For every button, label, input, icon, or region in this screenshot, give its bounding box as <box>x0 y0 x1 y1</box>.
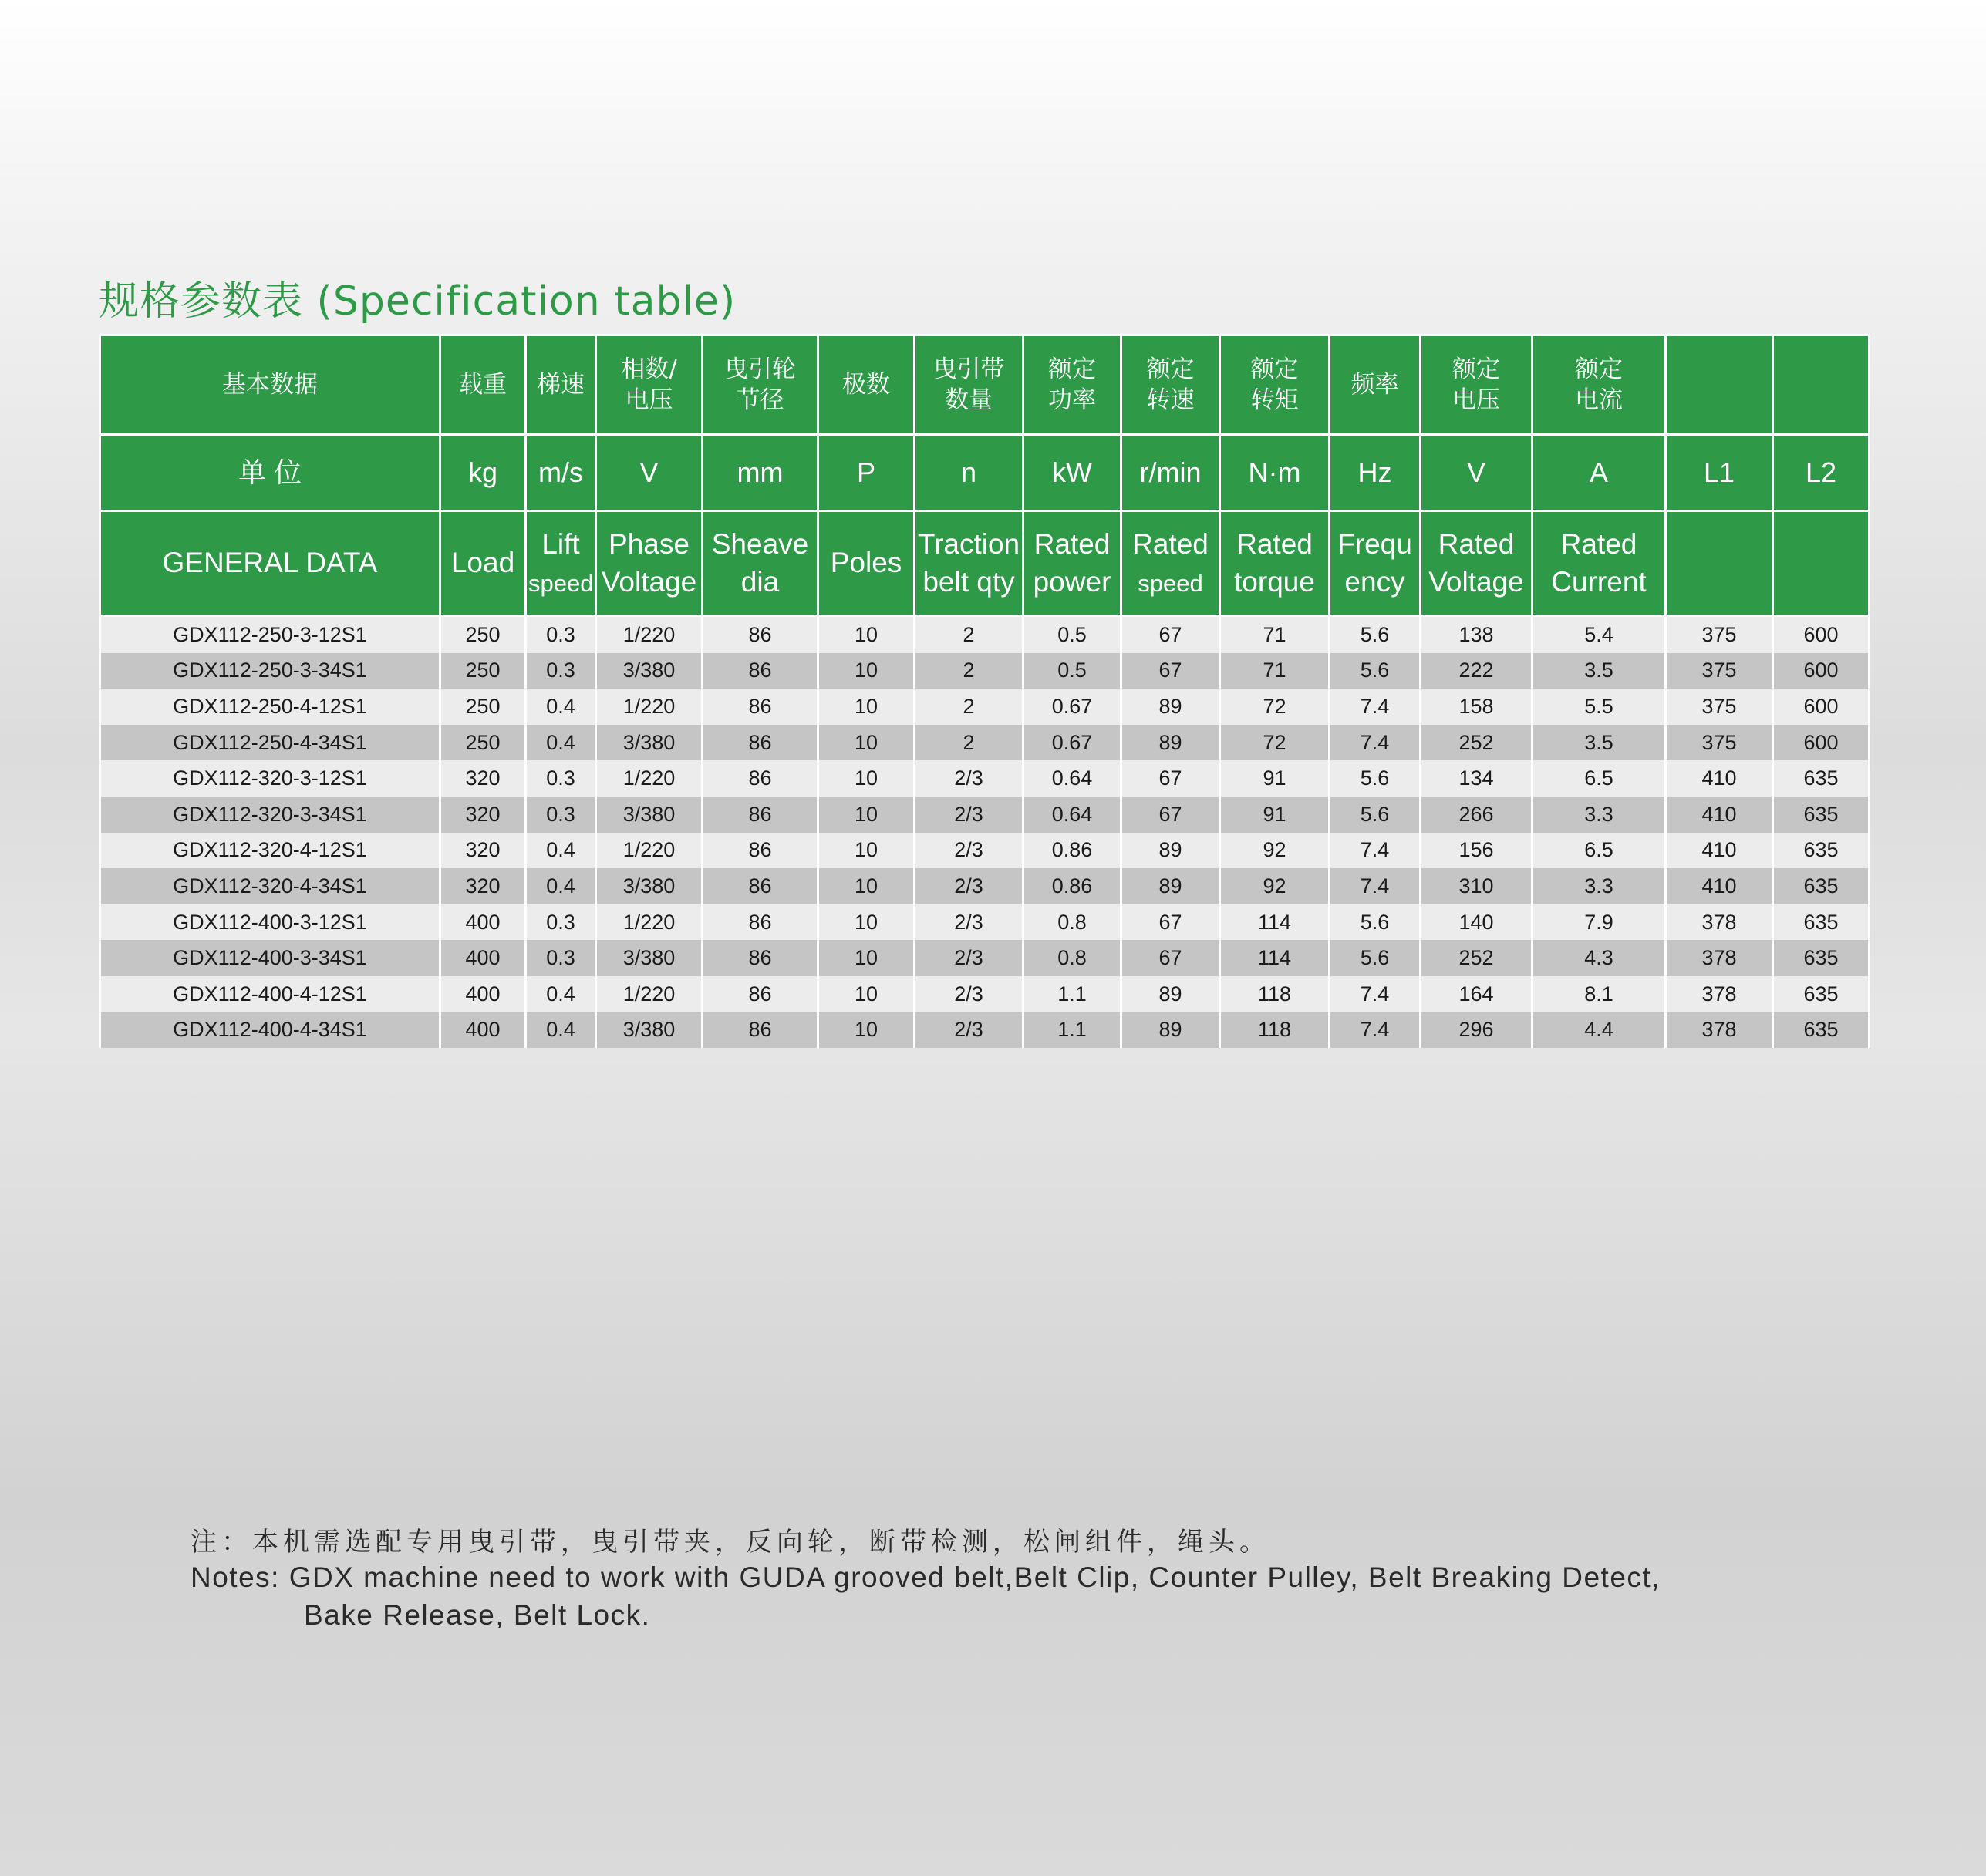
table-cell: 0.64 <box>1023 797 1121 833</box>
table-cell: 600 <box>1773 653 1870 689</box>
header-cn-cell: 基本数据 <box>100 335 440 435</box>
table-cell: 600 <box>1773 725 1870 761</box>
header-unit-cell: n <box>915 435 1023 511</box>
table-cell: 400 <box>440 940 526 976</box>
table-cell: 2/3 <box>915 868 1023 904</box>
table-cell: 89 <box>1121 976 1220 1012</box>
table-cell: 86 <box>703 904 818 941</box>
table-cell: 89 <box>1121 689 1220 725</box>
header-en-cell: Load <box>440 511 526 616</box>
table-cell: 2 <box>915 689 1023 725</box>
table-cell: 0.3 <box>526 797 596 833</box>
header-en-cell: Rated Voltage <box>1421 511 1532 616</box>
table-cell: 635 <box>1773 940 1870 976</box>
table-cell: 320 <box>440 797 526 833</box>
header-unit-cell: N·m <box>1220 435 1330 511</box>
table-cell: 635 <box>1773 760 1870 797</box>
table-cell: 0.3 <box>526 760 596 797</box>
table-cell: 86 <box>703 616 818 653</box>
model-cell: GDX112-320-3-12S1 <box>100 760 440 797</box>
table-cell: 89 <box>1121 868 1220 904</box>
table-cell: 0.67 <box>1023 689 1121 725</box>
table-row <box>100 868 1870 904</box>
table-cell: 250 <box>440 725 526 761</box>
table-cell: 7.4 <box>1330 689 1421 725</box>
table-cell: 252 <box>1421 940 1532 976</box>
header-unit-cell: Hz <box>1330 435 1421 511</box>
header-cn-cell <box>1773 335 1870 435</box>
header-en-cell: Sheave dia <box>703 511 818 616</box>
table-cell: 635 <box>1773 1012 1870 1049</box>
header-cn-cell: 极数 <box>818 335 915 435</box>
table-cell: 140 <box>1421 904 1532 941</box>
table-cell: 86 <box>703 725 818 761</box>
table-cell: 2/3 <box>915 797 1023 833</box>
table-cell: 72 <box>1220 689 1330 725</box>
table-cell: 10 <box>818 904 915 941</box>
table-cell: 0.4 <box>526 976 596 1012</box>
table-cell: 7.4 <box>1330 1012 1421 1049</box>
table-cell: 5.6 <box>1330 904 1421 941</box>
table-cell: 3.5 <box>1532 725 1666 761</box>
table-cell: 1/220 <box>596 760 703 797</box>
table-cell: 5.6 <box>1330 797 1421 833</box>
table-cell: 89 <box>1121 725 1220 761</box>
table-cell: 91 <box>1220 760 1330 797</box>
table-cell: 1/220 <box>596 904 703 941</box>
header-row-unit <box>100 435 1870 511</box>
model-cell: GDX112-400-3-34S1 <box>100 940 440 976</box>
table-cell: 67 <box>1121 904 1220 941</box>
table-cell: 3.5 <box>1532 653 1666 689</box>
table-row <box>100 904 1870 941</box>
table-cell: 0.5 <box>1023 616 1121 653</box>
table-cell: 86 <box>703 833 818 869</box>
table-cell: 1/220 <box>596 616 703 653</box>
table-cell: 2/3 <box>915 833 1023 869</box>
table-cell: 86 <box>703 1012 818 1049</box>
header-en-cell: Rated power <box>1023 511 1121 616</box>
header-en-cell: Rated speed <box>1121 511 1220 616</box>
table-cell: 10 <box>818 653 915 689</box>
table-cell: 310 <box>1421 868 1532 904</box>
table-cell: 0.4 <box>526 868 596 904</box>
table-cell: 0.5 <box>1023 653 1121 689</box>
table-cell: 3/380 <box>596 1012 703 1049</box>
table-cell: 3/380 <box>596 868 703 904</box>
header-cn-cell: 载重 <box>440 335 526 435</box>
table-cell: 5.6 <box>1330 940 1421 976</box>
table-cell: 410 <box>1666 797 1773 833</box>
table-cell: 10 <box>818 616 915 653</box>
table-cell: 71 <box>1220 653 1330 689</box>
table-cell: 1/220 <box>596 689 703 725</box>
table-row <box>100 653 1870 689</box>
header-en-cell <box>1666 511 1773 616</box>
table-cell: 600 <box>1773 616 1870 653</box>
header-row-cn <box>100 335 1870 435</box>
header-en-cell: GENERAL DATA <box>100 511 440 616</box>
table-row <box>100 976 1870 1012</box>
model-cell: GDX112-250-4-12S1 <box>100 689 440 725</box>
table-cell: 118 <box>1220 976 1330 1012</box>
header-cn-cell: 曳引轮 节径 <box>703 335 818 435</box>
table-cell: 320 <box>440 760 526 797</box>
header-unit-cell: L2 <box>1773 435 1870 511</box>
table-cell: 67 <box>1121 760 1220 797</box>
table-cell: 3/380 <box>596 653 703 689</box>
table-cell: 134 <box>1421 760 1532 797</box>
table-cell: 4.4 <box>1532 1012 1666 1049</box>
header-cn-cell: 梯速 <box>526 335 596 435</box>
table-cell: 67 <box>1121 940 1220 976</box>
header-cn-cell: 额定 电压 <box>1421 335 1532 435</box>
header-cn-cell: 额定 转速 <box>1121 335 1220 435</box>
table-cell: 635 <box>1773 833 1870 869</box>
table-cell: 114 <box>1220 904 1330 941</box>
table-cell: 118 <box>1220 1012 1330 1049</box>
table-row <box>100 1012 1870 1049</box>
table-cell: 0.8 <box>1023 904 1121 941</box>
table-cell: 67 <box>1121 616 1220 653</box>
header-cn-cell <box>1666 335 1773 435</box>
table-cell: 0.4 <box>526 689 596 725</box>
table-cell: 10 <box>818 976 915 1012</box>
table-cell: 400 <box>440 976 526 1012</box>
table-cell: 3.3 <box>1532 868 1666 904</box>
table-cell: 86 <box>703 976 818 1012</box>
table-cell: 5.6 <box>1330 616 1421 653</box>
table-cell: 7.4 <box>1330 833 1421 869</box>
note-chinese: 注：本机需选配专用曳引带，曳引带夹，反向轮，断带检测，松闸组件，绳头。 <box>191 1527 1270 1558</box>
table-cell: 7.4 <box>1330 976 1421 1012</box>
header-unit-cell: 单 位 <box>100 435 440 511</box>
header-cn-cell: 额定 转矩 <box>1220 335 1330 435</box>
table-cell: 10 <box>818 760 915 797</box>
header-en-cell: Lift speed <box>526 511 596 616</box>
table-cell: 0.3 <box>526 940 596 976</box>
table-cell: 0.4 <box>526 1012 596 1049</box>
model-cell: GDX112-250-3-12S1 <box>100 616 440 653</box>
table-cell: 8.1 <box>1532 976 1666 1012</box>
table-cell: 375 <box>1666 616 1773 653</box>
model-cell: GDX112-320-3-34S1 <box>100 797 440 833</box>
model-cell: GDX112-400-4-34S1 <box>100 1012 440 1049</box>
header-unit-cell: V <box>596 435 703 511</box>
table-cell: 72 <box>1220 725 1330 761</box>
table-cell: 378 <box>1666 904 1773 941</box>
note-english-line2: Bake Release, Belt Lock. <box>304 1599 651 1631</box>
table-cell: 5.4 <box>1532 616 1666 653</box>
table-cell: 222 <box>1421 653 1532 689</box>
table-cell: 320 <box>440 868 526 904</box>
note-english-line1: Notes: GDX machine need to work with GUDA grooved belt,Belt Clip, Counter Pulley, Belt Breaking Detect, <box>191 1561 1661 1593</box>
table-cell: 5.6 <box>1330 760 1421 797</box>
table-cell: 400 <box>440 1012 526 1049</box>
table-cell: 2/3 <box>915 976 1023 1012</box>
table-cell: 10 <box>818 833 915 869</box>
table-cell: 2 <box>915 616 1023 653</box>
table-cell: 2/3 <box>915 760 1023 797</box>
table-cell: 0.67 <box>1023 725 1121 761</box>
table-cell: 2 <box>915 653 1023 689</box>
table-cell: 4.3 <box>1532 940 1666 976</box>
table-cell: 10 <box>818 725 915 761</box>
table-cell: 86 <box>703 760 818 797</box>
table-cell: 3/380 <box>596 725 703 761</box>
table-row <box>100 616 1870 653</box>
header-en-cell <box>1773 511 1870 616</box>
header-en-cell: Phase Voltage <box>596 511 703 616</box>
header-en-cell: Frequ ency <box>1330 511 1421 616</box>
table-cell: 400 <box>440 904 526 941</box>
table-cell: 7.4 <box>1330 725 1421 761</box>
table-cell: 3/380 <box>596 797 703 833</box>
header-unit-cell: kW <box>1023 435 1121 511</box>
table-body <box>100 616 1870 1049</box>
table-cell: 156 <box>1421 833 1532 869</box>
table-cell: 67 <box>1121 653 1220 689</box>
header-unit-cell: m/s <box>526 435 596 511</box>
table-cell: 320 <box>440 833 526 869</box>
table-cell: 635 <box>1773 904 1870 941</box>
table-cell: 92 <box>1220 833 1330 869</box>
table-cell: 7.4 <box>1330 868 1421 904</box>
header-cn-cell: 曳引带 数量 <box>915 335 1023 435</box>
header-cn-cell: 频率 <box>1330 335 1421 435</box>
header-en-cell: Rated Current <box>1532 511 1666 616</box>
table-cell: 71 <box>1220 616 1330 653</box>
table-cell: 378 <box>1666 976 1773 1012</box>
table-cell: 138 <box>1421 616 1532 653</box>
table-cell: 3.3 <box>1532 797 1666 833</box>
table-cell: 1/220 <box>596 976 703 1012</box>
table-row <box>100 940 1870 976</box>
table-cell: 0.86 <box>1023 868 1121 904</box>
table-cell: 410 <box>1666 833 1773 869</box>
table-cell: 0.4 <box>526 833 596 869</box>
table-cell: 89 <box>1121 1012 1220 1049</box>
table-cell: 375 <box>1666 653 1773 689</box>
header-cn-cell: 相数/ 电压 <box>596 335 703 435</box>
table-row <box>100 689 1870 725</box>
table-cell: 296 <box>1421 1012 1532 1049</box>
table-row <box>100 797 1870 833</box>
table-cell: 378 <box>1666 1012 1773 1049</box>
table-cell: 252 <box>1421 725 1532 761</box>
table-cell: 92 <box>1220 868 1330 904</box>
table-cell: 10 <box>818 1012 915 1049</box>
model-cell: GDX112-250-4-34S1 <box>100 725 440 761</box>
table-cell: 114 <box>1220 940 1330 976</box>
table-cell: 6.5 <box>1532 760 1666 797</box>
header-unit-cell: r/min <box>1121 435 1220 511</box>
model-cell: GDX112-400-4-12S1 <box>100 976 440 1012</box>
table-cell: 0.86 <box>1023 833 1121 869</box>
table-cell: 0.64 <box>1023 760 1121 797</box>
table-row <box>100 760 1870 797</box>
table-cell: 2/3 <box>915 904 1023 941</box>
table-cell: 67 <box>1121 797 1220 833</box>
header-en-cell: Poles <box>818 511 915 616</box>
table-row <box>100 833 1870 869</box>
table-cell: 410 <box>1666 760 1773 797</box>
table-cell: 6.5 <box>1532 833 1666 869</box>
header-en-cell: Rated torque <box>1220 511 1330 616</box>
table-cell: 7.9 <box>1532 904 1666 941</box>
table-cell: 250 <box>440 689 526 725</box>
table-cell: 375 <box>1666 689 1773 725</box>
table-cell: 250 <box>440 653 526 689</box>
table-cell: 378 <box>1666 940 1773 976</box>
table-cell: 375 <box>1666 725 1773 761</box>
table-cell: 410 <box>1666 868 1773 904</box>
table-cell: 250 <box>440 616 526 653</box>
table-cell: 10 <box>818 797 915 833</box>
table-cell: 1/220 <box>596 833 703 869</box>
header-unit-cell: V <box>1421 435 1532 511</box>
table-cell: 5.6 <box>1330 653 1421 689</box>
table-cell: 0.3 <box>526 904 596 941</box>
table-cell: 86 <box>703 689 818 725</box>
table-row <box>100 725 1870 761</box>
table-cell: 2 <box>915 725 1023 761</box>
header-en-cell: Traction belt qty <box>915 511 1023 616</box>
header-unit-cell: kg <box>440 435 526 511</box>
table-cell: 0.3 <box>526 616 596 653</box>
spec-table <box>99 334 1870 1048</box>
model-cell: GDX112-320-4-34S1 <box>100 868 440 904</box>
header-row-en <box>100 511 1870 616</box>
table-cell: 5.5 <box>1532 689 1666 725</box>
table-cell: 10 <box>818 689 915 725</box>
table-cell: 86 <box>703 868 818 904</box>
table-cell: 10 <box>818 940 915 976</box>
model-cell: GDX112-400-3-12S1 <box>100 904 440 941</box>
table-cell: 635 <box>1773 868 1870 904</box>
table-cell: 635 <box>1773 976 1870 1012</box>
table-cell: 266 <box>1421 797 1532 833</box>
page-title: 规格参数表 (Specification table) <box>99 278 737 325</box>
model-cell: GDX112-250-3-34S1 <box>100 653 440 689</box>
table-cell: 1.1 <box>1023 976 1121 1012</box>
header-cn-cell: 额定 功率 <box>1023 335 1121 435</box>
header-unit-cell: P <box>818 435 915 511</box>
table-cell: 600 <box>1773 689 1870 725</box>
table-cell: 10 <box>818 868 915 904</box>
table-cell: 2/3 <box>915 1012 1023 1049</box>
table-cell: 0.3 <box>526 653 596 689</box>
table-cell: 2/3 <box>915 940 1023 976</box>
table-cell: 3/380 <box>596 940 703 976</box>
table-cell: 86 <box>703 797 818 833</box>
header-cn-cell: 额定 电流 <box>1532 335 1666 435</box>
table-cell: 1.1 <box>1023 1012 1121 1049</box>
table-cell: 89 <box>1121 833 1220 869</box>
table-cell: 635 <box>1773 797 1870 833</box>
header-unit-cell: mm <box>703 435 818 511</box>
model-cell: GDX112-320-4-12S1 <box>100 833 440 869</box>
header-unit-cell: A <box>1532 435 1666 511</box>
table-cell: 0.8 <box>1023 940 1121 976</box>
table-cell: 86 <box>703 940 818 976</box>
table-cell: 164 <box>1421 976 1532 1012</box>
table-cell: 91 <box>1220 797 1330 833</box>
table-cell: 86 <box>703 653 818 689</box>
header-unit-cell: L1 <box>1666 435 1773 511</box>
table-cell: 158 <box>1421 689 1532 725</box>
table-cell: 0.4 <box>526 725 596 761</box>
